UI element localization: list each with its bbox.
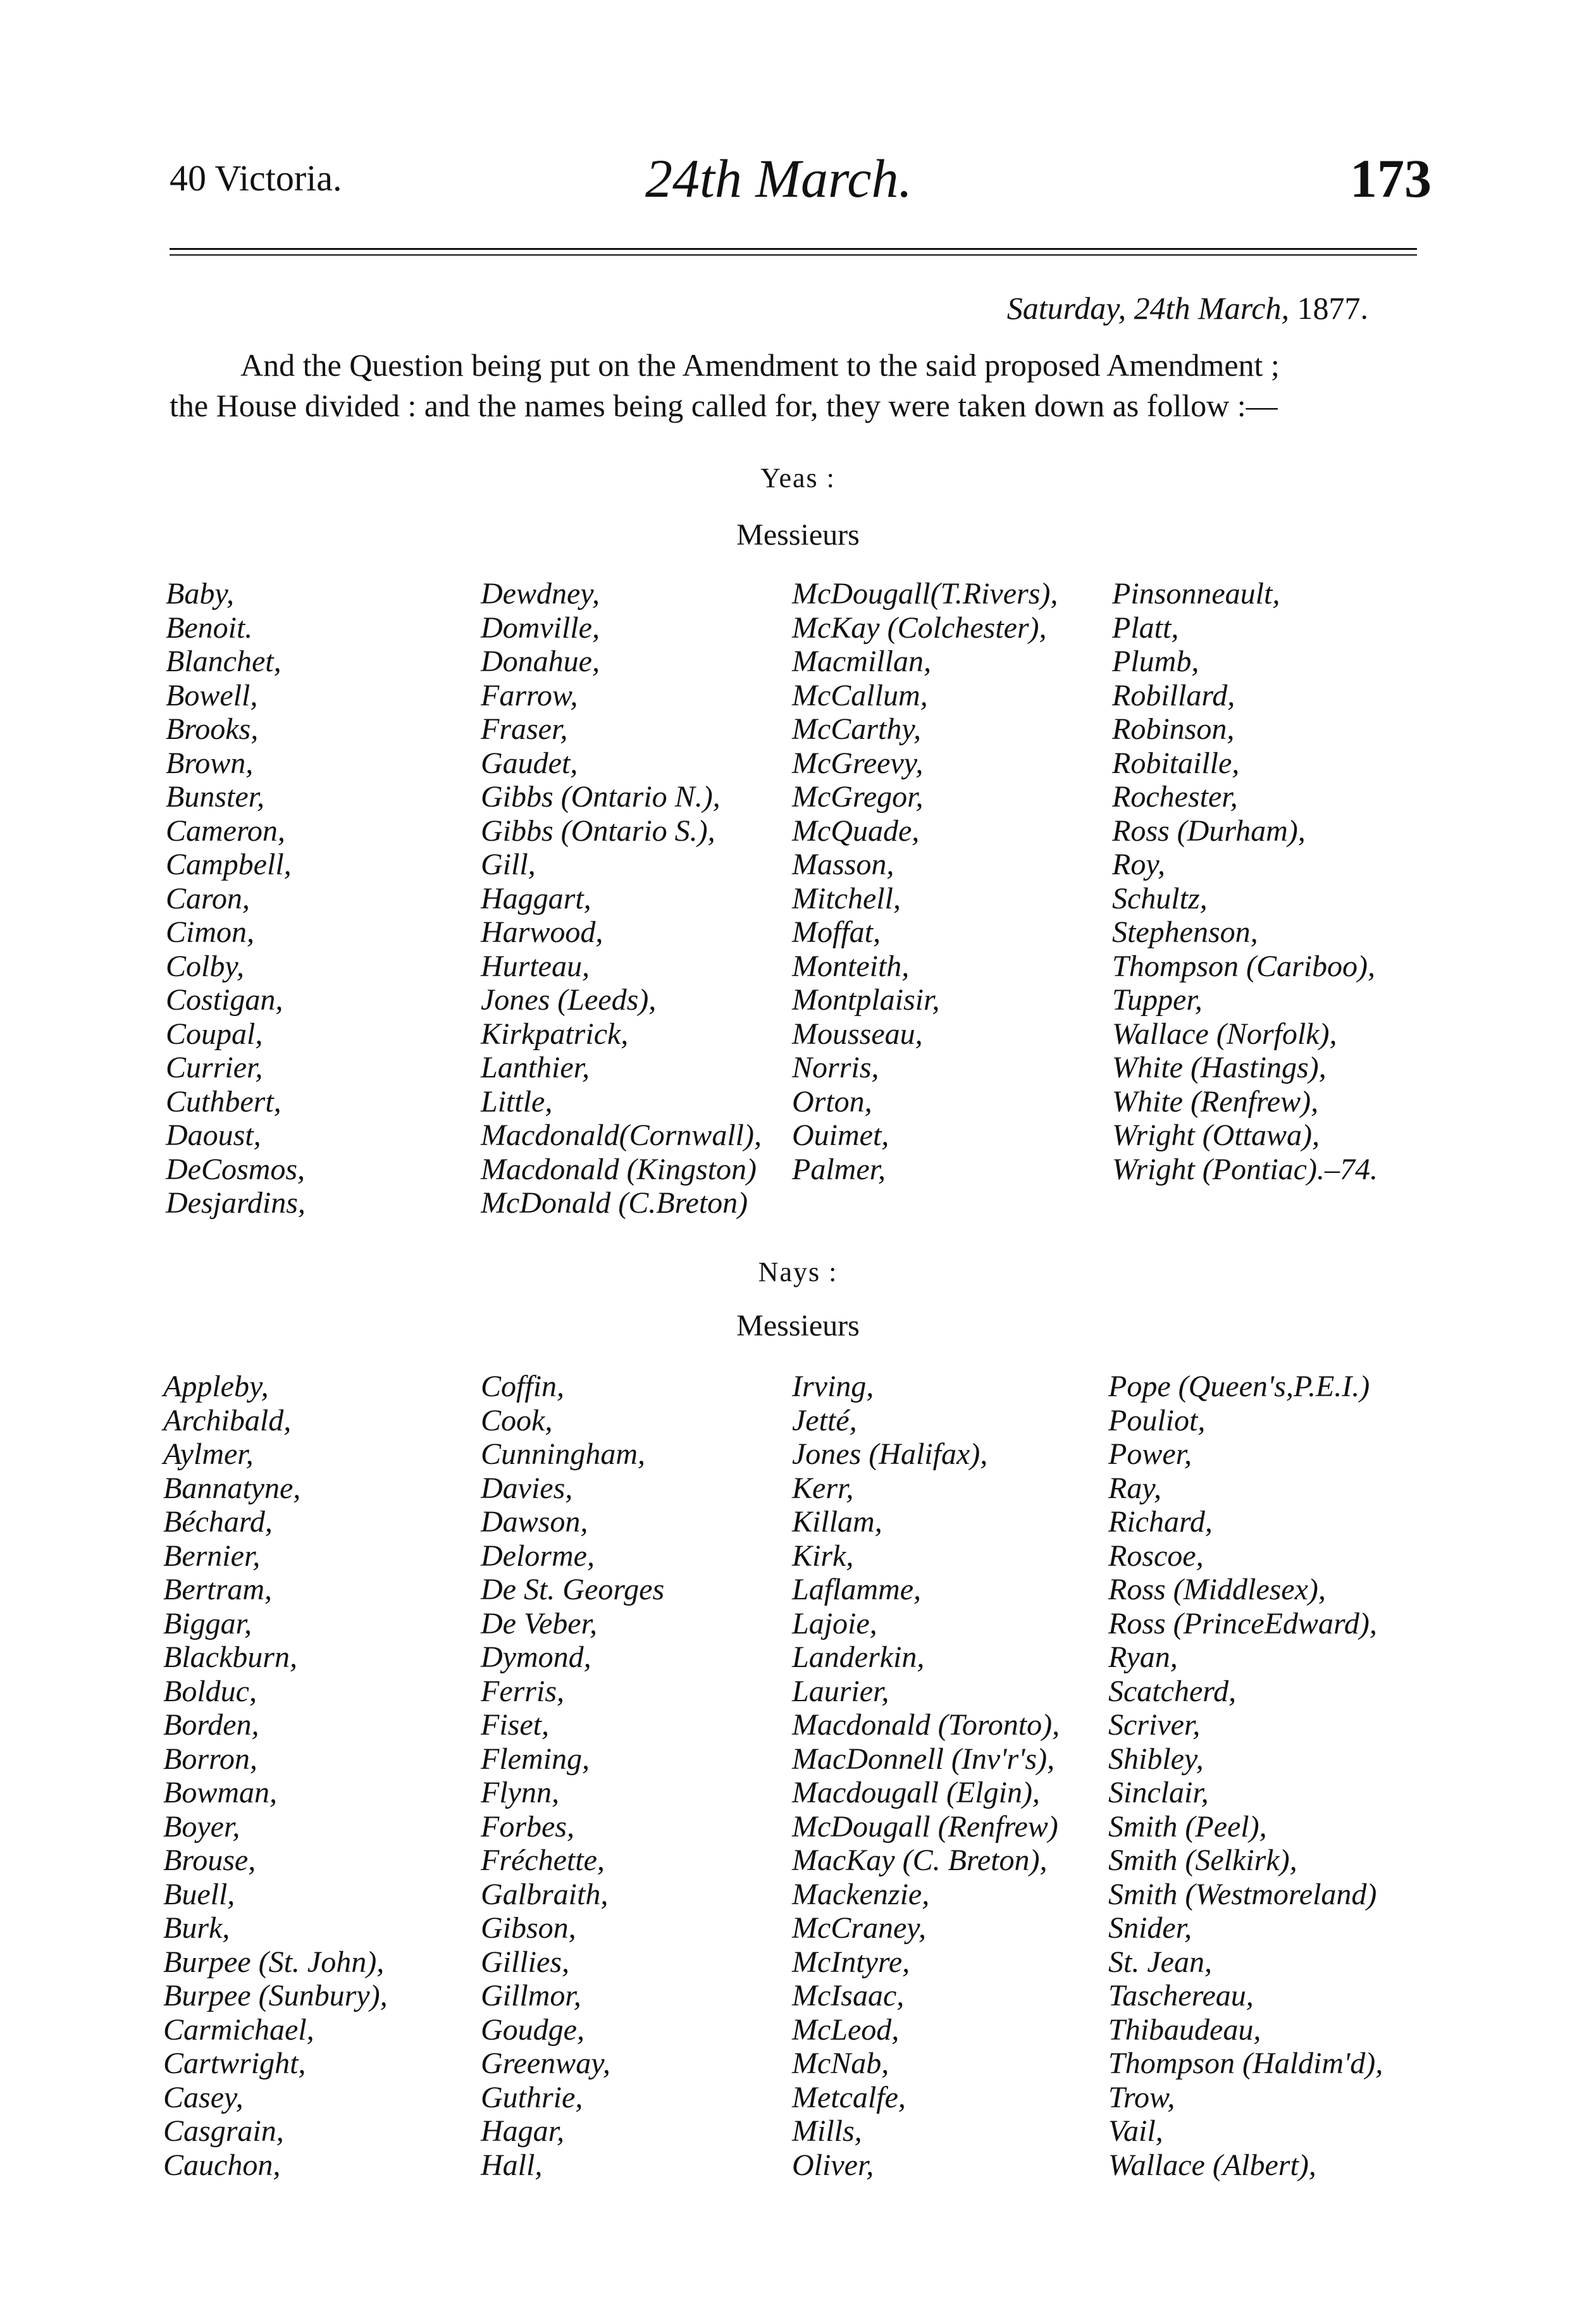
list-item: Biggar, [163,1606,252,1640]
list-item: Jones (Leeds), [481,983,657,1017]
list-item: Domville, [481,611,600,645]
list-item: Desjardins, [166,1186,306,1220]
list-item: Irving, [792,1370,874,1403]
running-header-left: 40 Victoria. [170,158,342,199]
list-item: Hall, [481,2148,543,2182]
header-rule-top [170,248,1417,250]
yeas-column-2 [481,577,762,1220]
list-item: Little, [481,1084,553,1119]
list-item: McDougall (Renfrew) [792,1809,1058,1844]
nays-heading: Nays : [758,1256,838,1287]
list-item: Cunningham, [481,1437,646,1471]
list-item: Dymond, [481,1640,591,1674]
list-item: Cimon, [166,915,255,949]
list-item: Wright (Pontiac).–74. [1112,1152,1378,1186]
list-item: Platt, [1112,611,1179,645]
list-item: Ray, [1108,1471,1161,1505]
list-item: Masson, [792,848,894,881]
list-item: Casey, [163,2080,244,2114]
list-item: Pope (Queen's,P.E.I.) [1108,1370,1370,1403]
list-item: McGreevy, [792,746,924,780]
list-item: Taschereau, [1108,1979,1254,2012]
list-item: Lajoie, [792,1606,877,1640]
list-item: MacDonnell (Inv'r's), [792,1742,1055,1776]
nays-column-4 [1108,1370,1383,2182]
list-item: Gibson, [481,1911,576,1945]
list-item: Hurteau, [481,949,590,983]
list-item: Macdougall (Elgin), [792,1776,1040,1809]
list-item: Boyer, [163,1809,240,1844]
list-item: Baby, [166,577,234,611]
list-item: Fiset, [481,1708,549,1742]
list-item: Ryan, [1108,1640,1178,1674]
running-header-date: 24th March. [645,148,912,209]
list-item: Thompson (Haldim'd), [1108,2047,1383,2080]
list-item: Laurier, [792,1674,889,1708]
list-item: Mills, [792,2114,862,2148]
list-item: Kirkpatrick, [481,1017,629,1051]
list-item: Gillies, [481,1945,569,1979]
list-item: Jones (Halifax), [792,1437,988,1471]
list-item: Brouse, [163,1844,256,1877]
list-item: Roy, [1112,848,1165,881]
list-item: Carmichael, [163,2012,314,2047]
list-item: Bannatyne, [163,1471,301,1505]
list-item: Robitaille, [1112,746,1240,780]
list-item: Scriver, [1108,1708,1201,1742]
list-item: Caron, [166,881,250,915]
list-item: Coffin, [481,1370,565,1403]
list-item: Bertram, [163,1573,272,1606]
list-item: Roscoe, [1108,1539,1204,1573]
list-item: Ross (Durham), [1112,814,1306,848]
list-item: Benoit. [166,611,253,645]
list-item: Borden, [163,1708,259,1742]
list-item: McCarthy, [792,712,921,746]
division-intro [170,345,1417,426]
list-item: St. Jean, [1108,1945,1212,1979]
list-item: Mackenzie, [792,1877,930,1911]
list-item: Smith (Peel), [1108,1809,1267,1844]
header-rule-bottom [170,254,1417,256]
list-item: Ross (Middlesex), [1108,1573,1326,1606]
list-item: Bowman, [163,1776,277,1809]
list-item: Pouliot, [1108,1403,1206,1437]
list-item: Forbes, [481,1809,574,1844]
list-item: Killam, [792,1505,882,1539]
list-item: Dewdney, [481,577,600,611]
yeas-heading: Yeas : [760,462,836,493]
list-item: Thibaudeau, [1108,2012,1261,2047]
list-item: Montplaisir, [792,983,940,1017]
list-item: DeCosmos, [166,1152,306,1186]
list-item: Mitchell, [792,881,901,915]
yeas-subheading: Messieurs [736,518,860,552]
list-item: McDonald (C.Breton) [481,1186,748,1220]
list-item: Robinson, [1112,712,1235,746]
list-item: Currier, [166,1051,263,1084]
list-item: Daoust, [166,1119,261,1152]
list-item: Rochester, [1112,780,1238,814]
list-item: McGregor, [792,780,924,814]
list-item: Power, [1108,1437,1192,1471]
list-item: Trow, [1108,2080,1175,2114]
yeas-column-3 [792,577,1058,1186]
list-item: Metcalfe, [792,2080,906,2114]
list-item: Archibald, [163,1403,292,1437]
list-item: Borron, [163,1742,257,1776]
intro-line-2: the House divided : and the names being called for, they were taken down as follow :— [170,388,1278,423]
list-item: Norris, [792,1051,879,1084]
list-item: Brown, [166,746,254,780]
list-item: McLeod, [792,2012,900,2047]
list-item: Ouimet, [792,1119,889,1152]
list-item: Greenway, [481,2047,610,2080]
list-item: Appleby, [163,1370,269,1403]
list-item: Ross (PrinceEdward), [1108,1606,1377,1640]
list-item: Cuthbert, [166,1084,281,1119]
yeas-column-1 [166,577,306,1220]
list-item: Flynn, [481,1776,559,1809]
list-item: Costigan, [166,983,283,1017]
list-item: Burpee (St. John), [163,1945,385,1979]
list-item: Colby, [166,949,245,983]
list-item: Brooks, [166,712,259,746]
list-item: Wright (Ottawa), [1112,1119,1320,1152]
list-item: Davies, [481,1471,573,1505]
list-item: Cook, [481,1403,553,1437]
list-item: Richard, [1108,1505,1213,1539]
list-item: Bernier, [163,1539,261,1573]
page-number: 173 [1350,148,1432,209]
list-item: Casgrain, [163,2114,284,2148]
list-item: Fréchette, [481,1844,605,1877]
list-item: Fleming, [481,1742,590,1776]
list-item: McNab, [792,2047,889,2080]
list-item: Cameron, [166,814,285,848]
list-item: White (Hastings), [1112,1051,1327,1084]
list-item: Mousseau, [792,1017,923,1051]
list-item: Kerr, [792,1471,854,1505]
list-item: Gaudet, [481,746,578,780]
nays-column-3 [792,1370,1060,2182]
list-item: De Veber, [481,1606,597,1640]
list-item: Landerkin, [792,1640,925,1674]
list-item: Shibley, [1108,1742,1204,1776]
list-item: Jetté, [792,1403,857,1437]
list-item: Blanchet, [166,645,281,678]
list-item: Gillmor, [481,1979,581,2012]
list-item: Dawson, [481,1505,588,1539]
list-item: White (Renfrew), [1112,1084,1319,1119]
list-item: Smith (Westmoreland) [1108,1877,1377,1911]
list-item: Campbell, [166,848,292,881]
list-item: Coupal, [166,1017,263,1051]
list-item: Macmillan, [792,645,931,678]
list-item: Bunster, [166,780,264,814]
list-item: Farrow, [481,678,578,712]
list-item: Bowell, [166,678,258,712]
list-item: McCallum, [792,678,928,712]
list-item: Burk, [163,1911,230,1945]
list-item: Vail, [1108,2114,1163,2148]
list-item: Gibbs (Ontario N.), [481,780,721,814]
list-item: Macdonald (Toronto), [792,1708,1060,1742]
list-item: Béchard, [163,1505,273,1539]
list-item: Smith (Selkirk), [1108,1844,1297,1877]
list-item: Aylmer, [163,1437,254,1471]
list-item: MacKay (C. Breton), [792,1844,1048,1877]
list-item: McDougall(T.Rivers), [792,577,1058,611]
list-item: Orton, [792,1084,872,1119]
list-item: Scatcherd, [1108,1674,1237,1708]
list-item: Burpee (Sunbury), [163,1979,388,2012]
list-item: De St. Georges [481,1573,665,1606]
list-item: Wallace (Norfolk), [1112,1017,1337,1051]
list-item: Kirk, [792,1539,854,1573]
list-item: Donahue, [481,645,600,678]
list-item: Harwood, [481,915,603,949]
intro-line-1: And the Question being put on the Amendment to the said proposed Amendment ; [240,347,1280,383]
list-item: Gibbs (Ontario S.), [481,814,715,848]
list-item: Stephenson, [1112,915,1258,949]
list-item: Guthrie, [481,2080,583,2114]
list-item: Moffat, [792,915,881,949]
list-item: Ferris, [481,1674,564,1708]
list-item: Snider, [1108,1911,1192,1945]
list-item: Cartwright, [163,2047,306,2080]
nays-subheading: Messieurs [736,1309,860,1342]
list-item: Lanthier, [481,1051,590,1084]
list-item: Goudge, [481,2012,585,2047]
list-item: Macdonald (Kingston) [481,1152,757,1186]
list-item: Delorme, [481,1539,595,1573]
list-item: Plumb, [1112,645,1199,678]
list-item: McCraney, [792,1911,926,1945]
list-item: Laflamme, [792,1573,921,1606]
nays-column-1 [163,1370,388,2182]
list-item: Robillard, [1112,678,1235,712]
yeas-column-4 [1112,577,1378,1186]
list-item: Wallace (Albert), [1108,2148,1316,2182]
list-item: Thompson (Cariboo), [1112,949,1376,983]
nays-column-2 [481,1370,664,2182]
list-item: Sinclair, [1108,1776,1209,1809]
list-item: Hagar, [481,2114,565,2148]
list-item: Buell, [163,1877,235,1911]
list-item: Oliver, [792,2148,874,2182]
list-item: Tupper, [1112,983,1203,1017]
list-item: Palmer, [792,1152,886,1186]
list-item: Cauchon, [163,2148,281,2182]
list-item: McQuade, [792,814,920,848]
list-item: Gill, [481,848,536,881]
list-item: McKay (Colchester), [792,611,1047,645]
list-item: Galbraith, [481,1877,609,1911]
list-item: Pinsonneault, [1112,577,1280,611]
sitting-date: Saturday, 24th March, 1877. [1006,290,1368,326]
list-item: Monteith, [792,949,910,983]
list-item: Macdonald(Cornwall), [481,1119,762,1152]
list-item: Blackburn, [163,1640,297,1674]
list-item: Fraser, [481,712,568,746]
list-item: Haggart, [481,881,591,915]
list-item: Schultz, [1112,881,1208,915]
list-item: Bolduc, [163,1674,257,1708]
list-item: McIsaac, [792,1979,905,2012]
list-item: McIntyre, [792,1945,910,1979]
